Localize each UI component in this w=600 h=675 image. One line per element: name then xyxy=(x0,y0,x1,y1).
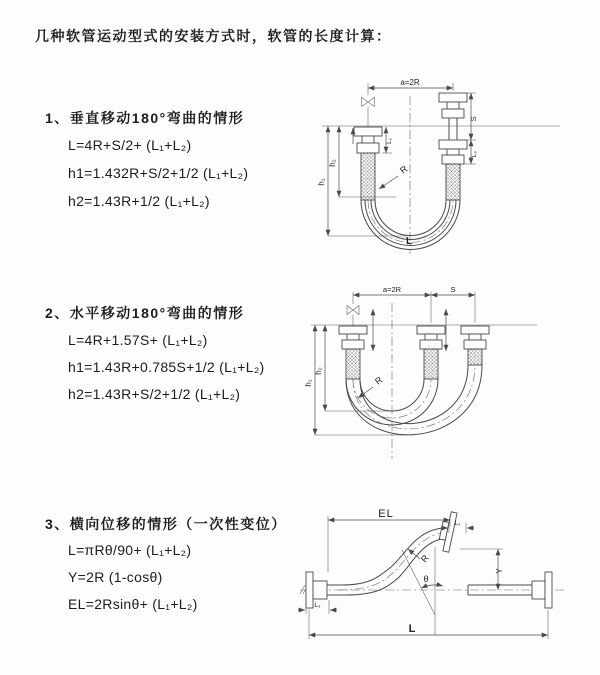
flange-right-upper xyxy=(439,93,467,140)
fitting-left-label: L₁ xyxy=(386,138,393,144)
length-label: L xyxy=(405,236,413,247)
flange-left xyxy=(354,127,382,200)
valve-icon xyxy=(362,98,375,128)
valve-icon xyxy=(347,306,359,327)
diagram-2-svg xyxy=(303,283,600,463)
span-label: a=2R xyxy=(400,78,420,87)
dim-stroke-s xyxy=(431,285,475,295)
braided-hose-right xyxy=(446,164,460,200)
formula-3-3: EL=2Rsinθ+ (L₁+L₂) xyxy=(68,596,198,612)
diagram-3-svg xyxy=(298,502,600,650)
flange-right-lower xyxy=(439,140,467,200)
dim-fitting-left xyxy=(382,127,393,153)
flange-middle xyxy=(417,326,445,379)
diagram-horizontal-u-bend xyxy=(303,283,600,463)
h1-label: h₁ xyxy=(304,379,313,387)
flange-top-right xyxy=(437,511,457,553)
radius-label: R xyxy=(418,552,431,565)
formula-3-2: Y=2R (1-cosθ) xyxy=(68,569,163,585)
flange-left xyxy=(339,326,367,379)
flange-right-displaced xyxy=(461,326,489,365)
braided-hose-left xyxy=(361,153,375,200)
formula-1-3: h2=1.43R+1/2 (L₁+L₂) xyxy=(68,193,210,209)
section-1-heading: 1、垂直移动180°弯曲的情形 xyxy=(45,110,245,126)
formula-2-3: h2=1.43R+S/2+1/2 (L₁+L₂) xyxy=(68,386,241,402)
dim-stroke-s xyxy=(467,93,478,140)
braided-hose-right xyxy=(468,349,482,365)
radius-label: R xyxy=(398,163,410,176)
section-3-heading: 3、横向位移的情形（一次性变位） xyxy=(45,516,287,532)
diagram-1-svg xyxy=(308,70,598,260)
h2-label: h₂ xyxy=(328,159,337,167)
dim-span-a2r xyxy=(368,78,453,95)
fitting-right-label: L₂ xyxy=(471,150,478,158)
formula-1-1: L=4R+S/2+ (L₁+L₂) xyxy=(68,137,192,153)
dim-offset-y xyxy=(460,549,504,590)
formula-3-1: L=πRθ/90+ (L₁+L₂) xyxy=(68,542,192,558)
angle-label: θ xyxy=(423,574,429,584)
formula-2-2: h1=1.43R+0.785S+1/2 (L₁+L₂) xyxy=(68,359,265,375)
stroke-label: S xyxy=(450,285,456,294)
diagram-lateral-displacement xyxy=(298,502,600,650)
braided-hose-middle xyxy=(424,349,438,379)
fitting-top-label: L₁ xyxy=(454,520,461,527)
formula-2-1: L=4R+1.57S+ (L₁+L₂) xyxy=(68,332,208,348)
length-label: L xyxy=(408,623,416,635)
offset-label: Y xyxy=(495,568,504,574)
braided-hose-left xyxy=(346,349,360,379)
hose-s-curve xyxy=(327,527,449,595)
diagram-vertical-u-bend xyxy=(308,70,598,260)
dim-length xyxy=(309,610,548,639)
radius-callout xyxy=(379,163,410,189)
radius-label: R xyxy=(373,374,385,387)
el-label: EL xyxy=(378,508,394,520)
hose-u-displaced xyxy=(346,365,482,435)
dim-span-a2r xyxy=(353,285,475,323)
dim-el xyxy=(328,508,450,572)
h1-label: h₁ xyxy=(317,178,326,186)
dim-fitting-left xyxy=(298,600,337,614)
section-2-heading: 2、水平移动180°弯曲的情形 xyxy=(45,305,245,321)
stroke-label: S xyxy=(469,116,478,122)
formula-1-2: h1=1.432R+S/2+1/2 (L₁+L₂) xyxy=(68,165,249,181)
page-title: 几种软管运动型式的安装方式时，软管的长度计算： xyxy=(35,28,392,44)
fitting-left-label: L₂ xyxy=(314,602,321,609)
h2-label: h₂ xyxy=(314,367,323,375)
span-label: a=2R xyxy=(382,285,402,294)
